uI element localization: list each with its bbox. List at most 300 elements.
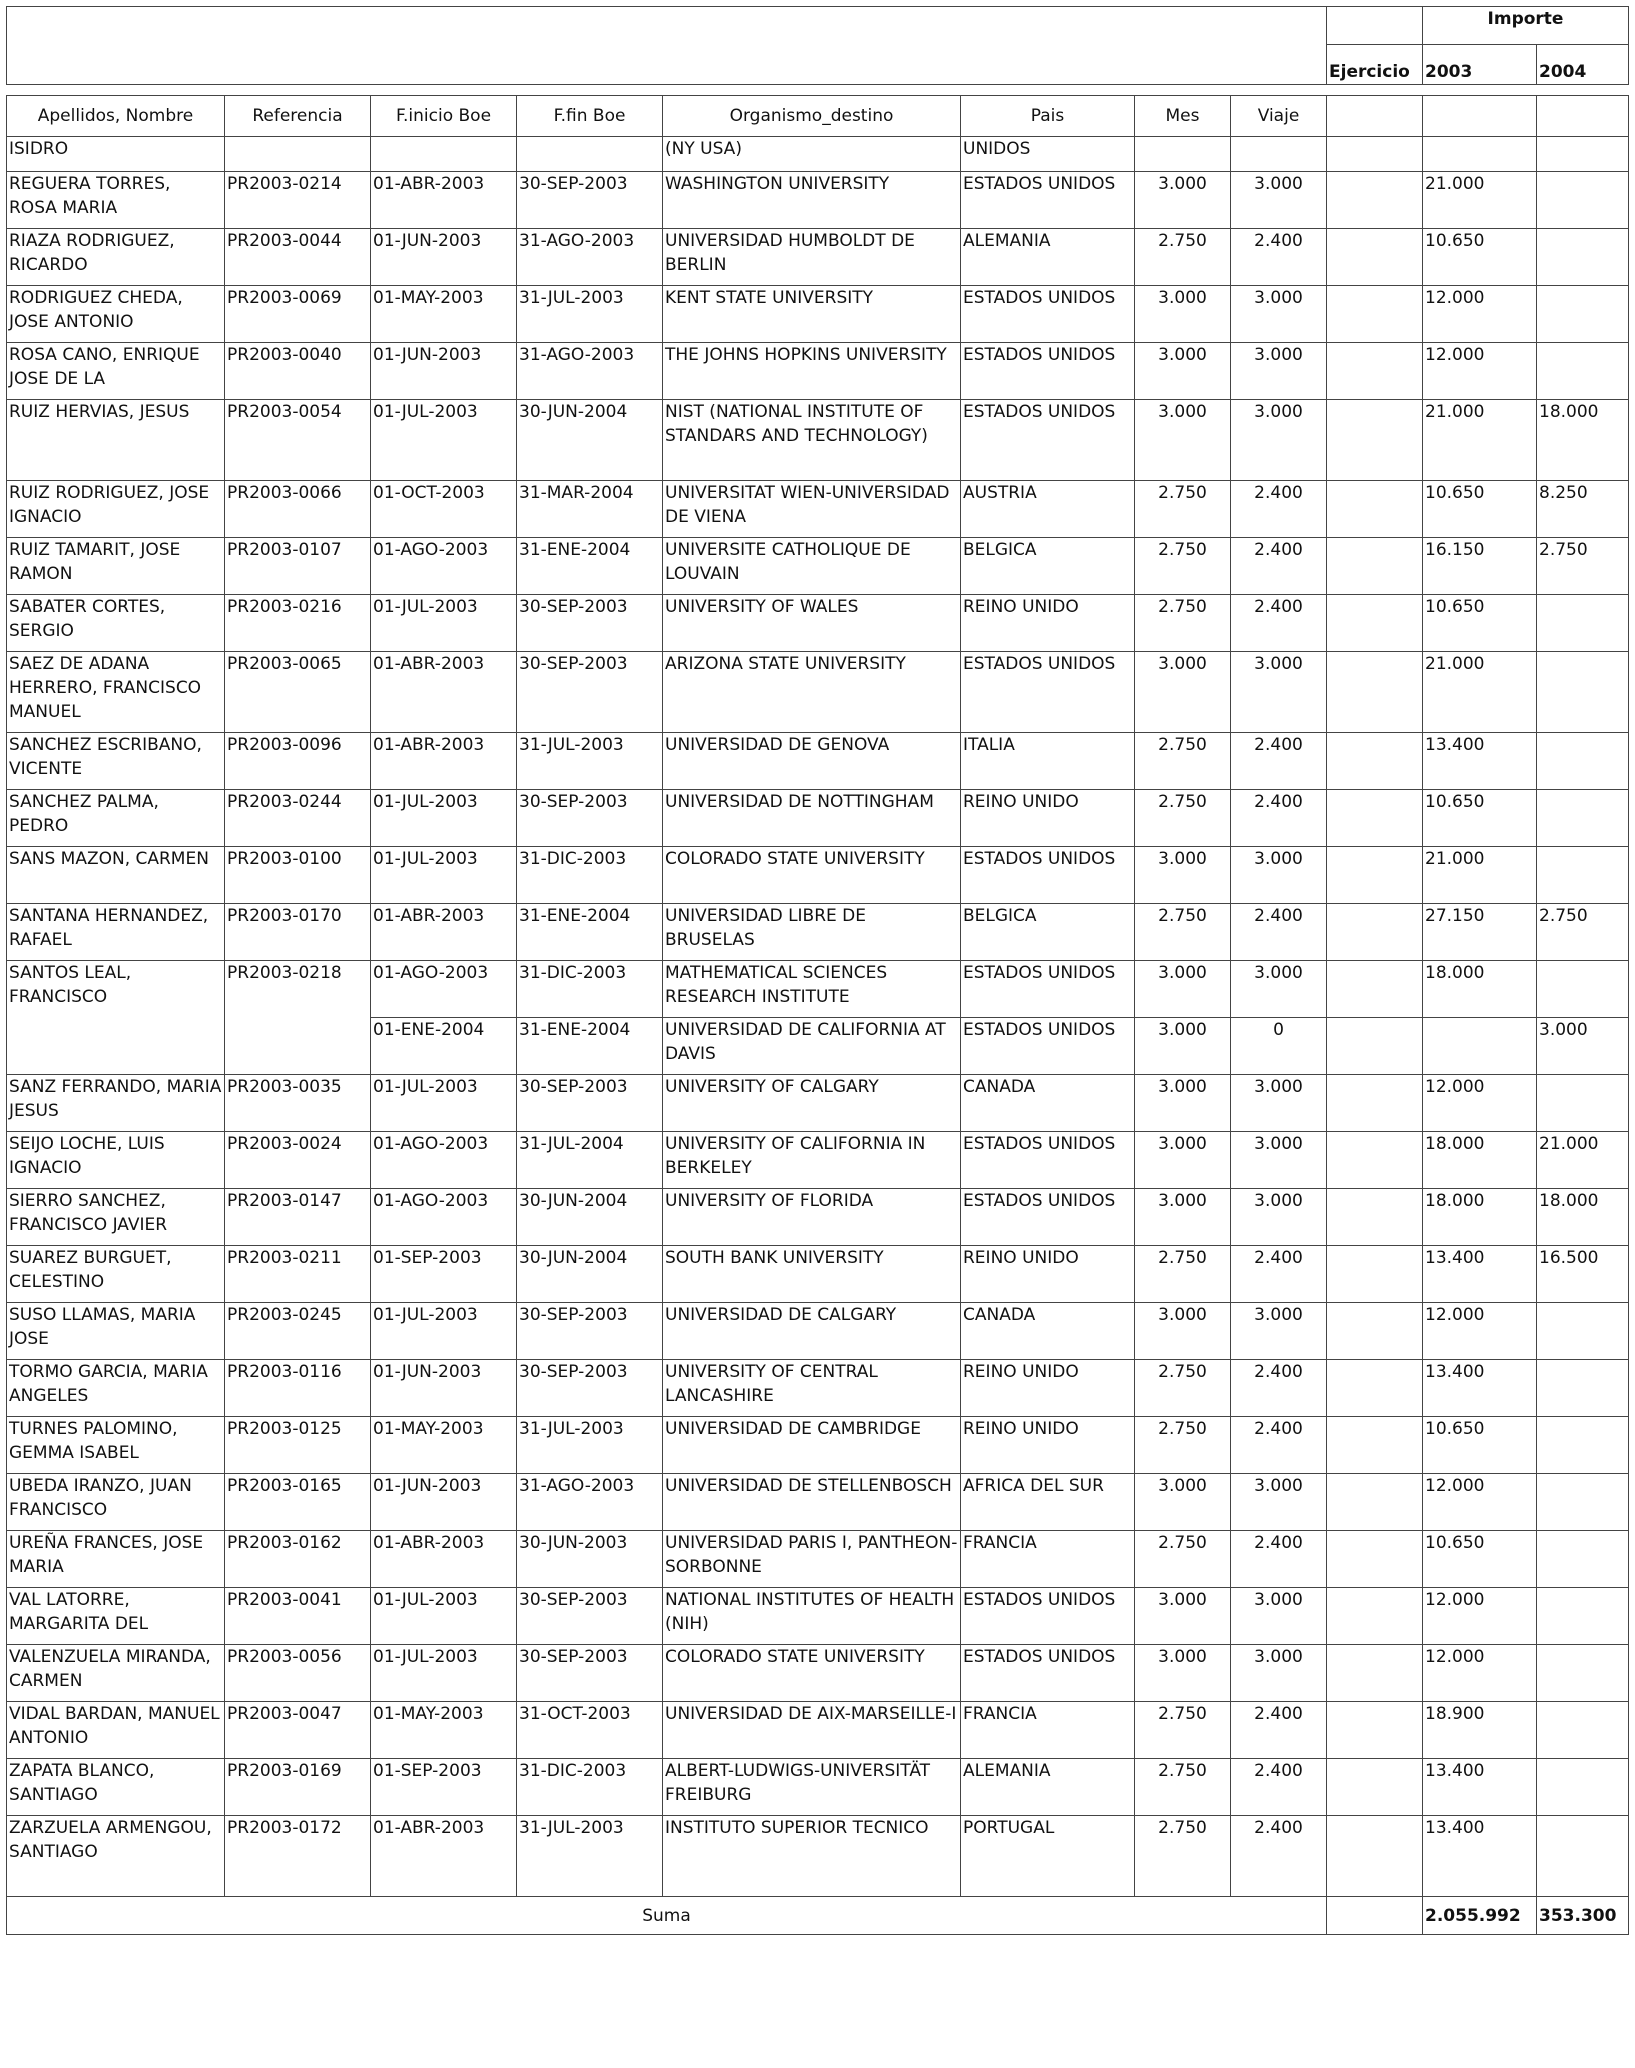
cell-fin: 31-DIC-2003 <box>517 847 663 904</box>
suma-label: Suma <box>7 1897 1327 1935</box>
cell-organismo: WASHINGTON UNIVERSITY <box>663 172 961 229</box>
cell-fin: 30-SEP-2003 <box>517 595 663 652</box>
col-header-viaje: Viaje <box>1231 96 1327 137</box>
cell-importe-2003: 18.000 <box>1423 961 1537 1018</box>
cell-pais: CANADA <box>961 1303 1135 1360</box>
cell-referencia: PR2003-0044 <box>225 229 371 286</box>
table-row <box>7 1246 1629 1303</box>
cell-importe-2004 <box>1537 1759 1629 1816</box>
cell-nombre: SABATER CORTES, SERGIO <box>7 595 225 652</box>
cell-inicio: 01-ABR-2003 <box>371 1531 517 1588</box>
cell-fin: 31-DIC-2003 <box>517 1759 663 1816</box>
cell-referencia: PR2003-0147 <box>225 1189 371 1246</box>
cell-organismo: NATIONAL INSTITUTES OF HEALTH (NIH) <box>663 1588 961 1645</box>
cell-pais: REINO UNIDO <box>961 1360 1135 1417</box>
cell-importe-2004: 2.750 <box>1537 904 1629 961</box>
cell-importe-2003: 12.000 <box>1423 286 1537 343</box>
cell-mes: 3.000 <box>1135 652 1231 733</box>
cell-nombre: UREÑA FRANCES, JOSE MARIA <box>7 1531 225 1588</box>
col-header-pais: Pais <box>961 96 1135 137</box>
cell-importe-2004 <box>1537 595 1629 652</box>
cell-inicio: 01-JUL-2003 <box>371 595 517 652</box>
cell-viaje: 2.400 <box>1231 1702 1327 1759</box>
cell-fin: 31-ENE-2004 <box>517 904 663 961</box>
cell-organismo: UNIVERSIDAD DE STELLENBOSCH <box>663 1474 961 1531</box>
cell-mes: 3.000 <box>1135 847 1231 904</box>
cell-referencia: PR2003-0056 <box>225 1645 371 1702</box>
total-2004: 353.300 <box>1537 1897 1629 1935</box>
cell-nombre: RIAZA RODRIGUEZ, RICARDO <box>7 229 225 286</box>
header-table <box>6 6 1629 85</box>
col-header-referencia: Referencia <box>225 96 371 137</box>
cell-inicio: 01-ABR-2003 <box>371 733 517 790</box>
cell-pais: BELGICA <box>961 904 1135 961</box>
cell-ejercicio <box>1327 733 1423 790</box>
cell-viaje: 3.000 <box>1231 1303 1327 1360</box>
cell-importe-2003: 12.000 <box>1423 1075 1537 1132</box>
cell-nombre: SIERRO SANCHEZ, FRANCISCO JAVIER <box>7 1189 225 1246</box>
table-row <box>7 1645 1629 1702</box>
cell-mes: 2.750 <box>1135 790 1231 847</box>
cell-importe-2004: 16.500 <box>1537 1246 1629 1303</box>
cell-viaje: 3.000 <box>1231 1474 1327 1531</box>
cell-inicio: 01-ABR-2003 <box>371 652 517 733</box>
cell-nombre: ISIDRO <box>7 137 225 172</box>
cell-organismo: THE JOHNS HOPKINS UNIVERSITY <box>663 343 961 400</box>
cell-nombre: SANCHEZ ESCRIBANO, VICENTE <box>7 733 225 790</box>
cell-mes: 2.750 <box>1135 1531 1231 1588</box>
cell-fin: 30-JUN-2004 <box>517 1189 663 1246</box>
cell-importe-2004 <box>1537 790 1629 847</box>
cell-importe-2003: 18.000 <box>1423 1132 1537 1189</box>
cell-mes: 2.750 <box>1135 538 1231 595</box>
cell-importe-2003: 12.000 <box>1423 1588 1537 1645</box>
cell-organismo: MATHEMATICAL SCIENCES RESEARCH INSTITUTE <box>663 961 961 1018</box>
cell-fin: 31-AGO-2003 <box>517 343 663 400</box>
cell-organismo: UNIVERSIDAD DE AIX-MARSEILLE-I <box>663 1702 961 1759</box>
cell-ejercicio <box>1327 652 1423 733</box>
cell-pais: ESTADOS UNIDOS <box>961 961 1135 1018</box>
cell-importe-2004 <box>1537 1645 1629 1702</box>
cell-mes: 3.000 <box>1135 286 1231 343</box>
cell-referencia: PR2003-0211 <box>225 1246 371 1303</box>
cell-importe-2004 <box>1537 847 1629 904</box>
cell-fin: 30-SEP-2003 <box>517 1360 663 1417</box>
cell-nombre: SANTANA HERNANDEZ, RAFAEL <box>7 904 225 961</box>
cell-nombre: RUIZ RODRIGUEZ, JOSE IGNACIO <box>7 481 225 538</box>
cell-fin: 31-MAR-2004 <box>517 481 663 538</box>
cell-nombre: ZAPATA BLANCO, SANTIAGO <box>7 1759 225 1816</box>
year-2003-label: 2003 <box>1423 45 1537 85</box>
ejercicio-label: Ejercicio <box>1327 45 1423 85</box>
cell-ejercicio <box>1327 1303 1423 1360</box>
cell-inicio: 01-ENE-2004 <box>371 1018 517 1075</box>
table-row <box>7 1474 1629 1531</box>
cell-organismo: NIST (NATIONAL INSTITUTE OF STANDARS AND TECHNOLOGY) <box>663 400 961 481</box>
table-row <box>7 1702 1629 1759</box>
cell-organismo: UNIVERSITY OF CALGARY <box>663 1075 961 1132</box>
cell-pais: ITALIA <box>961 733 1135 790</box>
cell-importe-2003: 21.000 <box>1423 652 1537 733</box>
cell-nombre: ROSA CANO, ENRIQUE JOSE DE LA <box>7 343 225 400</box>
table-row <box>7 733 1629 790</box>
cell-pais: REINO UNIDO <box>961 595 1135 652</box>
cell-referencia: PR2003-0162 <box>225 1531 371 1588</box>
cell-nombre: SANZ FERRANDO, MARIA JESUS <box>7 1075 225 1132</box>
cell-inicio: 01-MAY-2003 <box>371 1702 517 1759</box>
cell-referencia <box>225 137 371 172</box>
cell-importe-2004 <box>1537 229 1629 286</box>
cell-nombre: SANCHEZ PALMA, PEDRO <box>7 790 225 847</box>
year-2004-label: 2004 <box>1537 45 1629 85</box>
cell-nombre: SANTOS LEAL, FRANCISCO <box>7 961 225 1075</box>
cell-importe-2003: 13.400 <box>1423 1759 1537 1816</box>
cell-inicio: 01-JUL-2003 <box>371 1588 517 1645</box>
cell-importe-2003 <box>1423 1018 1537 1075</box>
cell-ejercicio <box>1327 538 1423 595</box>
col-header-organismo: Organismo_destino <box>663 96 961 137</box>
importe-label: Importe <box>1423 7 1629 45</box>
cell-importe-2003: 13.400 <box>1423 1360 1537 1417</box>
cell-pais: ESTADOS UNIDOS <box>961 652 1135 733</box>
cell-viaje: 2.400 <box>1231 1816 1327 1897</box>
cell-mes: 3.000 <box>1135 1474 1231 1531</box>
table-row <box>7 790 1629 847</box>
cell-organismo: UNIVERSIDAD DE CALIFORNIA AT DAVIS <box>663 1018 961 1075</box>
cell-inicio: 01-ABR-2003 <box>371 172 517 229</box>
cell-referencia: PR2003-0214 <box>225 172 371 229</box>
cell-fin: 30-JUN-2004 <box>517 1246 663 1303</box>
cell-mes: 2.750 <box>1135 1759 1231 1816</box>
cell-pais: BELGICA <box>961 538 1135 595</box>
cell-organismo: (NY USA) <box>663 137 961 172</box>
cell-fin: 31-JUL-2003 <box>517 1816 663 1897</box>
cell-importe-2004 <box>1537 1360 1629 1417</box>
cell-ejercicio <box>1327 400 1423 481</box>
cell-pais: FRANCIA <box>961 1702 1135 1759</box>
cell-inicio: 01-SEP-2003 <box>371 1246 517 1303</box>
cell-ejercicio <box>1327 481 1423 538</box>
cell-inicio: 01-SEP-2003 <box>371 1759 517 1816</box>
cell-ejercicio <box>1327 1588 1423 1645</box>
cell-nombre: RODRIGUEZ CHEDA, JOSE ANTONIO <box>7 286 225 343</box>
table-row <box>7 1588 1629 1645</box>
table-row <box>7 1303 1629 1360</box>
cell-importe-2003: 18.900 <box>1423 1702 1537 1759</box>
cell-fin <box>517 137 663 172</box>
cell-fin: 30-SEP-2003 <box>517 1075 663 1132</box>
cell-importe-2004 <box>1537 1531 1629 1588</box>
cell-mes: 2.750 <box>1135 481 1231 538</box>
cell-mes: 3.000 <box>1135 1303 1231 1360</box>
cell-importe-2003: 21.000 <box>1423 400 1537 481</box>
cell-viaje: 2.400 <box>1231 229 1327 286</box>
cell-viaje: 0 <box>1231 1018 1327 1075</box>
cell-mes: 2.750 <box>1135 1816 1231 1897</box>
cell-pais: UNIDOS <box>961 137 1135 172</box>
cell-referencia: PR2003-0065 <box>225 652 371 733</box>
cell-mes: 2.750 <box>1135 1360 1231 1417</box>
cell-inicio: 01-JUN-2003 <box>371 1360 517 1417</box>
cell-ejercicio <box>1327 595 1423 652</box>
cell-organismo: UNIVERSITY OF WALES <box>663 595 961 652</box>
cell-ejercicio <box>1327 1816 1423 1897</box>
cell-inicio: 01-JUL-2003 <box>371 1075 517 1132</box>
cell-inicio: 01-AGO-2003 <box>371 1132 517 1189</box>
cell-mes: 3.000 <box>1135 400 1231 481</box>
cell-viaje: 2.400 <box>1231 1759 1327 1816</box>
cell-mes: 3.000 <box>1135 172 1231 229</box>
cell-fin: 31-JUL-2003 <box>517 1417 663 1474</box>
cell-importe-2003: 12.000 <box>1423 1645 1537 1702</box>
cell-referencia: PR2003-0024 <box>225 1132 371 1189</box>
cell-referencia: PR2003-0100 <box>225 847 371 904</box>
cell-referencia: PR2003-0066 <box>225 481 371 538</box>
cell-pais: ESTADOS UNIDOS <box>961 343 1135 400</box>
cell-referencia: PR2003-0244 <box>225 790 371 847</box>
cell-nombre: REGUERA TORRES, ROSA MARIA <box>7 172 225 229</box>
cell-pais: FRANCIA <box>961 1531 1135 1588</box>
cell-ejercicio <box>1327 1246 1423 1303</box>
cell-importe-2003: 10.650 <box>1423 595 1537 652</box>
cell-importe-2004 <box>1537 286 1629 343</box>
cell-importe-2003: 21.000 <box>1423 172 1537 229</box>
cell-mes: 2.750 <box>1135 1246 1231 1303</box>
cell-ejercicio <box>1327 172 1423 229</box>
total-2003: 2.055.992 <box>1423 1897 1537 1935</box>
cell-organismo: ALBERT-LUDWIGS-UNIVERSITÄT FREIBURG <box>663 1759 961 1816</box>
cell-importe-2004: 18.000 <box>1537 1189 1629 1246</box>
cell-mes: 3.000 <box>1135 1075 1231 1132</box>
table-row <box>7 1417 1629 1474</box>
cell-fin: 31-OCT-2003 <box>517 1702 663 1759</box>
cell-pais: CANADA <box>961 1075 1135 1132</box>
cell-ejercicio <box>1327 1360 1423 1417</box>
table-row <box>7 1816 1629 1897</box>
cell-fin: 30-SEP-2003 <box>517 1303 663 1360</box>
table-row <box>7 904 1629 961</box>
cell-importe-2003: 16.150 <box>1423 538 1537 595</box>
cell-fin: 31-JUL-2003 <box>517 286 663 343</box>
cell-organismo: UNIVERSITY OF CALIFORNIA IN BERKELEY <box>663 1132 961 1189</box>
cell-nombre: VIDAL BARDAN, MANUEL ANTONIO <box>7 1702 225 1759</box>
cell-pais: ESTADOS UNIDOS <box>961 1588 1135 1645</box>
cell-referencia: PR2003-0047 <box>225 1702 371 1759</box>
cell-mes: 3.000 <box>1135 961 1231 1018</box>
cell-ejercicio <box>1327 961 1423 1018</box>
cell-inicio: 01-JUL-2003 <box>371 1645 517 1702</box>
cell-pais: ALEMANIA <box>961 1759 1135 1816</box>
cell-importe-2004 <box>1537 1075 1629 1132</box>
cell-organismo: COLORADO STATE UNIVERSITY <box>663 1645 961 1702</box>
cell-fin: 30-SEP-2003 <box>517 790 663 847</box>
cell-mes: 2.750 <box>1135 595 1231 652</box>
data-table <box>6 95 1629 1935</box>
cell-importe-2003: 27.150 <box>1423 904 1537 961</box>
cell-viaje: 2.400 <box>1231 1417 1327 1474</box>
cell-fin: 30-SEP-2003 <box>517 1588 663 1645</box>
cell-organismo: UNIVERSIDAD HUMBOLDT DE BERLIN <box>663 229 961 286</box>
table-row <box>7 1075 1629 1132</box>
cell-nombre: RUIZ TAMARIT, JOSE RAMON <box>7 538 225 595</box>
cell-inicio: 01-MAY-2003 <box>371 286 517 343</box>
cell-pais: ALEMANIA <box>961 229 1135 286</box>
cell-referencia: PR2003-0069 <box>225 286 371 343</box>
cell-viaje: 2.400 <box>1231 733 1327 790</box>
cell-importe-2004 <box>1537 961 1629 1018</box>
cell-nombre: SAEZ DE ADANA HERRERO, FRANCISCO MANUEL <box>7 652 225 733</box>
cell-viaje: 2.400 <box>1231 1360 1327 1417</box>
cell-referencia: PR2003-0107 <box>225 538 371 595</box>
cell-inicio: 01-JUN-2003 <box>371 229 517 286</box>
cell-importe-2004 <box>1537 1303 1629 1360</box>
cell-importe-2004 <box>1537 733 1629 790</box>
cell-importe-2004: 8.250 <box>1537 481 1629 538</box>
cell-organismo: UNIVERSIDAD DE GENOVA <box>663 733 961 790</box>
cell-nombre: VAL LATORRE, MARGARITA DEL <box>7 1588 225 1645</box>
cell-organismo: ARIZONA STATE UNIVERSITY <box>663 652 961 733</box>
cell-importe-2004: 21.000 <box>1537 1132 1629 1189</box>
cell-referencia: PR2003-0035 <box>225 1075 371 1132</box>
table-row <box>7 400 1629 481</box>
cell-importe-2003: 13.400 <box>1423 1246 1537 1303</box>
cell-nombre: SUAREZ BURGUET, CELESTINO <box>7 1246 225 1303</box>
cell-viaje: 3.000 <box>1231 1189 1327 1246</box>
cell-fin: 30-SEP-2003 <box>517 1645 663 1702</box>
cell-inicio: 01-JUL-2003 <box>371 847 517 904</box>
cell-pais: ESTADOS UNIDOS <box>961 1018 1135 1075</box>
cell-organismo: UNIVERSIDAD LIBRE DE BRUSELAS <box>663 904 961 961</box>
cell-pais: REINO UNIDO <box>961 790 1135 847</box>
table-row <box>7 538 1629 595</box>
cell-pais: ESTADOS UNIDOS <box>961 1189 1135 1246</box>
table-row <box>7 1759 1629 1816</box>
cell-viaje <box>1231 137 1327 172</box>
cell-fin: 31-JUL-2004 <box>517 1132 663 1189</box>
cell-ejercicio <box>1327 1759 1423 1816</box>
cell-nombre: UBEDA IRANZO, JUAN FRANCISCO <box>7 1474 225 1531</box>
cell-nombre: TURNES PALOMINO, GEMMA ISABEL <box>7 1417 225 1474</box>
cell-viaje: 2.400 <box>1231 481 1327 538</box>
col-header-fin: F.fin Boe <box>517 96 663 137</box>
cell-referencia: PR2003-0245 <box>225 1303 371 1360</box>
cell-mes: 2.750 <box>1135 904 1231 961</box>
cell-referencia: PR2003-0218 <box>225 961 371 1075</box>
cell-viaje: 3.000 <box>1231 847 1327 904</box>
cell-importe-2004 <box>1537 1816 1629 1897</box>
cell-referencia: PR2003-0054 <box>225 400 371 481</box>
cell-viaje: 3.000 <box>1231 1645 1327 1702</box>
cell-ejercicio <box>1327 1075 1423 1132</box>
table-row <box>7 595 1629 652</box>
cell-inicio: 01-JUN-2003 <box>371 343 517 400</box>
cell-viaje: 3.000 <box>1231 343 1327 400</box>
cell-fin: 30-SEP-2003 <box>517 652 663 733</box>
cell-organismo: UNIVERSITAT WIEN-UNIVERSIDAD DE VIENA <box>663 481 961 538</box>
table-row <box>7 1189 1629 1246</box>
header-blank <box>7 7 1327 85</box>
cell-referencia: PR2003-0040 <box>225 343 371 400</box>
col-header-2003 <box>1423 96 1537 137</box>
cell-mes: 3.000 <box>1135 1588 1231 1645</box>
cell-mes <box>1135 137 1231 172</box>
cell-mes: 3.000 <box>1135 1132 1231 1189</box>
cell-fin: 30-JUN-2004 <box>517 400 663 481</box>
cell-viaje: 3.000 <box>1231 961 1327 1018</box>
col-header-ejercicio <box>1327 96 1423 137</box>
cell-fin: 31-JUL-2003 <box>517 733 663 790</box>
cell-inicio: 01-MAY-2003 <box>371 1417 517 1474</box>
cell-ejercicio <box>1327 229 1423 286</box>
cell-importe-2003 <box>1423 137 1537 172</box>
cell-organismo: UNIVERSITY OF FLORIDA <box>663 1189 961 1246</box>
cell-fin: 30-JUN-2003 <box>517 1531 663 1588</box>
cell-pais: AUSTRIA <box>961 481 1135 538</box>
cell-ejercicio <box>1327 1132 1423 1189</box>
table-row <box>7 229 1629 286</box>
cell-importe-2004 <box>1537 1417 1629 1474</box>
cell-importe-2004 <box>1537 1588 1629 1645</box>
cell-ejercicio <box>1327 1018 1423 1075</box>
table-row <box>7 481 1629 538</box>
cell-importe-2003: 10.650 <box>1423 790 1537 847</box>
cell-inicio <box>371 137 517 172</box>
cell-pais: AFRICA DEL SUR <box>961 1474 1135 1531</box>
cell-viaje: 3.000 <box>1231 286 1327 343</box>
cell-ejercicio <box>1327 904 1423 961</box>
cell-inicio: 01-JUL-2003 <box>371 1303 517 1360</box>
cell-nombre: RUIZ HERVIAS, JESUS <box>7 400 225 481</box>
cell-fin: 31-AGO-2003 <box>517 229 663 286</box>
cell-ejercicio <box>1327 1645 1423 1702</box>
cell-nombre: TORMO GARCIA, MARIA ANGELES <box>7 1360 225 1417</box>
cell-nombre: SEIJO LOCHE, LUIS IGNACIO <box>7 1132 225 1189</box>
cell-referencia: PR2003-0169 <box>225 1759 371 1816</box>
col-header-inicio: F.inicio Boe <box>371 96 517 137</box>
cell-referencia: PR2003-0096 <box>225 733 371 790</box>
table-row <box>7 1531 1629 1588</box>
cell-viaje: 3.000 <box>1231 1075 1327 1132</box>
cell-viaje: 3.000 <box>1231 1132 1327 1189</box>
cell-viaje: 2.400 <box>1231 790 1327 847</box>
cell-referencia: PR2003-0172 <box>225 1816 371 1897</box>
cell-importe-2003: 21.000 <box>1423 847 1537 904</box>
cell-fin: 30-SEP-2003 <box>517 172 663 229</box>
cell-inicio: 01-JUL-2003 <box>371 400 517 481</box>
cell-organismo: UNIVERSITY OF CENTRAL LANCASHIRE <box>663 1360 961 1417</box>
cell-importe-2003: 18.000 <box>1423 1189 1537 1246</box>
cell-importe-2003: 13.400 <box>1423 733 1537 790</box>
cell-importe-2004: 2.750 <box>1537 538 1629 595</box>
cell-mes: 3.000 <box>1135 1018 1231 1075</box>
cell-referencia: PR2003-0165 <box>225 1474 371 1531</box>
cell-importe-2003: 12.000 <box>1423 1474 1537 1531</box>
cell-fin: 31-ENE-2004 <box>517 1018 663 1075</box>
cell-importe-2004 <box>1537 1474 1629 1531</box>
cell-importe-2004 <box>1537 343 1629 400</box>
cell-viaje: 2.400 <box>1231 1246 1327 1303</box>
cell-organismo: UNIVERSIDAD DE CAMBRIDGE <box>663 1417 961 1474</box>
cell-organismo: UNIVERSIDAD DE CALGARY <box>663 1303 961 1360</box>
cell-mes: 3.000 <box>1135 1645 1231 1702</box>
cell-pais: ESTADOS UNIDOS <box>961 1645 1135 1702</box>
cell-inicio: 01-AGO-2003 <box>371 1189 517 1246</box>
cell-referencia: PR2003-0125 <box>225 1417 371 1474</box>
cell-referencia: PR2003-0170 <box>225 904 371 961</box>
col-header-mes: Mes <box>1135 96 1231 137</box>
cell-ejercicio <box>1327 286 1423 343</box>
cell-inicio: 01-JUL-2003 <box>371 790 517 847</box>
